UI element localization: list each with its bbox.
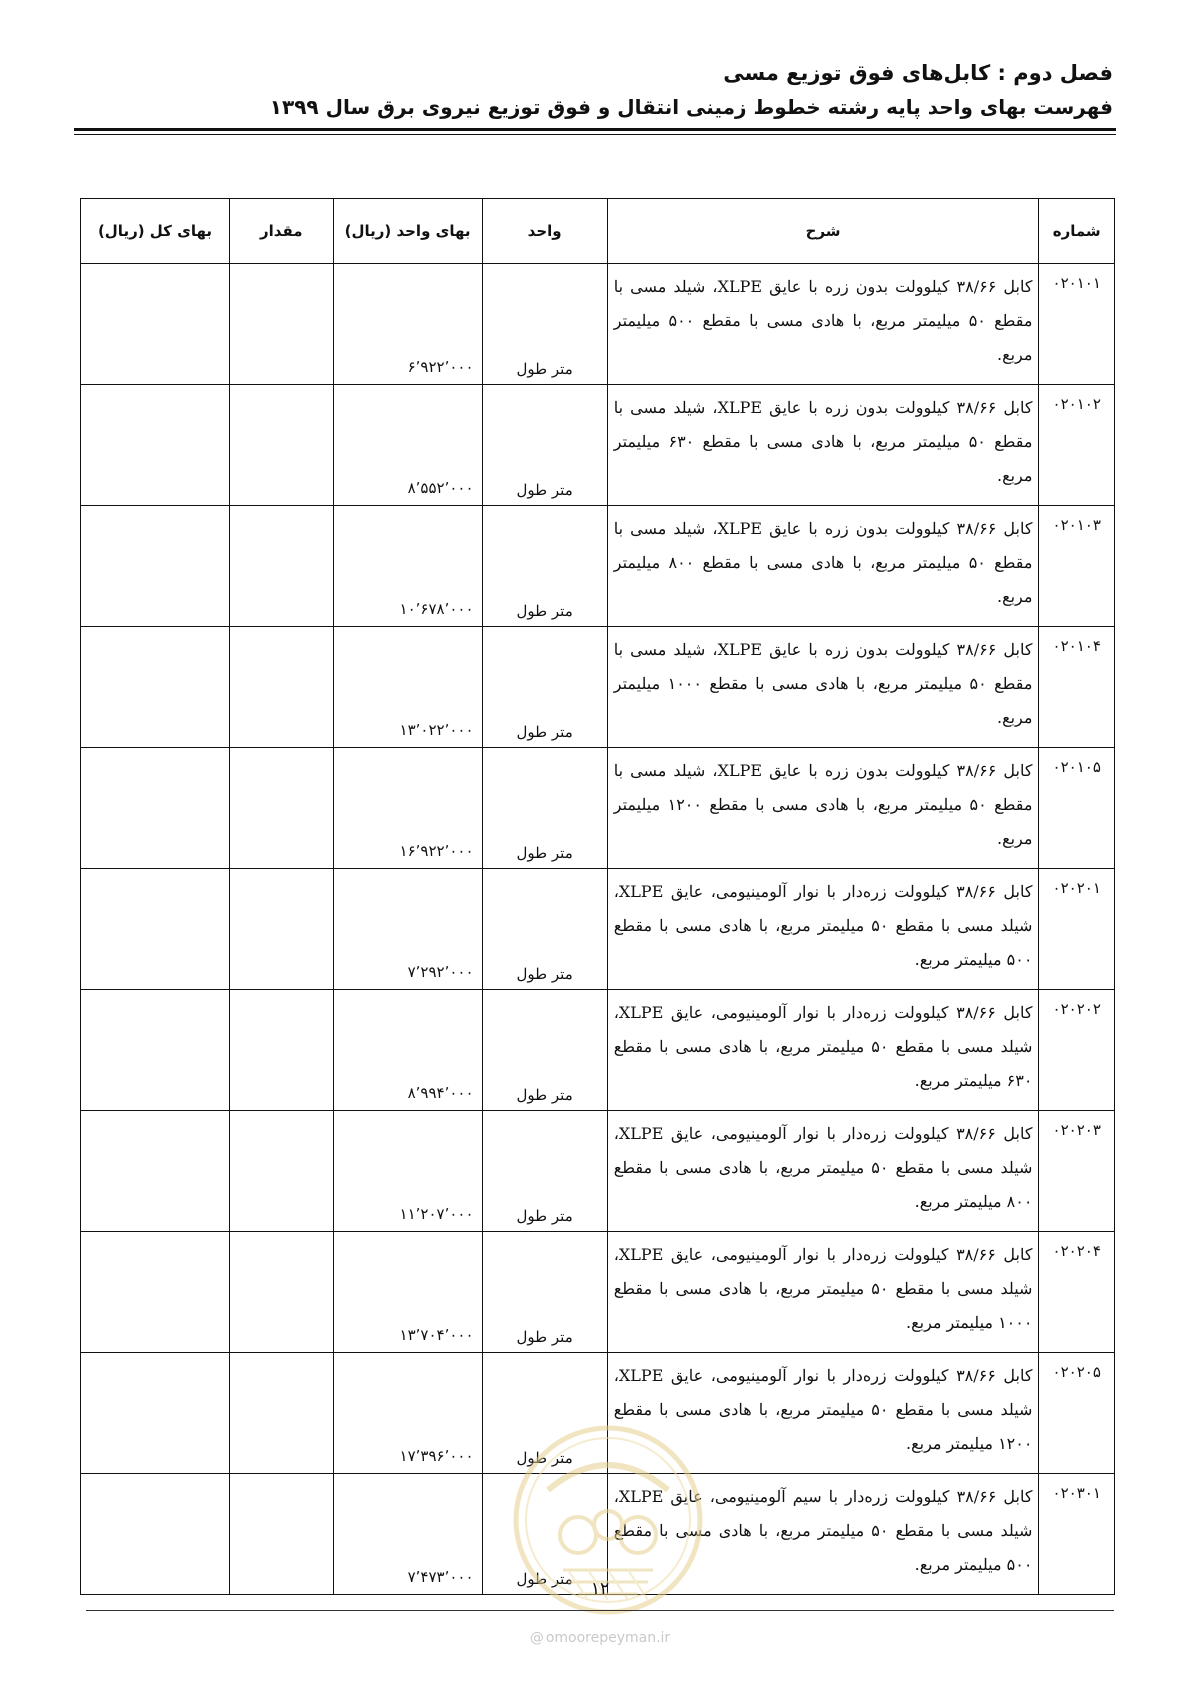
page-header [73, 58, 1113, 122]
table-row [81, 869, 1115, 990]
footer-divider [86, 1610, 1114, 1611]
item-quantity [230, 1232, 334, 1353]
item-unit-price: ۶٬۹۲۲٬۰۰۰ [333, 264, 482, 385]
item-unit-price: ۷٬۲۹۲٬۰۰۰ [333, 869, 482, 990]
item-total [81, 1111, 230, 1232]
table-row [81, 627, 1115, 748]
item-unit: متر طول [482, 748, 607, 869]
item-number: ۰۲۰۲۰۴ [1039, 1232, 1115, 1353]
item-total [81, 748, 230, 869]
item-description: کابل ۳۸/۶۶ کیلوولت زره‌دار با نوار آلومینیومی، عایق XLPE، شیلد مسی با مقطع ۵۰ میلیمتر مربع، با هادی مسی با مقطع ۵۰۰ میلیمتر مربع. [607, 869, 1039, 990]
chapter-title: فصل دوم : کابل‌های فوق توزیع مسی [723, 61, 1113, 85]
item-number: ۰۲۰۲۰۵ [1039, 1353, 1115, 1474]
table-row [81, 1111, 1115, 1232]
column-header-unit-price: بهای واحد (ریال) [333, 199, 482, 264]
item-unit: متر طول [482, 1111, 607, 1232]
item-unit: متر طول [482, 990, 607, 1111]
item-description: کابل ۳۸/۶۶ کیلوولت زره‌دار با نوار آلومینیومی، عایق XLPE، شیلد مسی با مقطع ۵۰ میلیمتر مربع، با هادی مسی با مقطع ۱۰۰۰ میلیمتر مربع. [607, 1232, 1039, 1353]
item-number: ۰۲۰۲۰۳ [1039, 1111, 1115, 1232]
item-description: کابل ۳۸/۶۶ کیلوولت بدون زره با عایق XLPE، شیلد مسی با مقطع ۵۰ میلیمتر مربع، با هادی مسی با مقطع ۸۰۰ میلیمتر مربع. [607, 506, 1039, 627]
item-unit-price: ۱۰٬۶۷۸٬۰۰۰ [333, 506, 482, 627]
item-number: ۰۲۰۲۰۱ [1039, 869, 1115, 990]
item-total [81, 385, 230, 506]
item-unit: متر طول [482, 1474, 607, 1595]
item-quantity [230, 264, 334, 385]
item-quantity [230, 990, 334, 1111]
item-description: کابل ۳۸/۶۶ کیلوولت بدون زره با عایق XLPE، شیلد مسی با مقطع ۵۰ میلیمتر مربع، با هادی مسی با مقطع ۱۲۰۰ میلیمتر مربع. [607, 748, 1039, 869]
at-sign-icon: @ [529, 1630, 544, 1646]
item-unit-price: ۱۷٬۳۹۶٬۰۰۰ [333, 1353, 482, 1474]
item-quantity [230, 627, 334, 748]
item-unit: متر طول [482, 1353, 607, 1474]
item-description: کابل ۳۸/۶۶ کیلوولت زره‌دار با نوار آلومینیومی، عایق XLPE، شیلد مسی با مقطع ۵۰ میلیمتر مربع، با هادی مسی با مقطع ۱۲۰۰ میلیمتر مربع. [607, 1353, 1039, 1474]
item-unit-price: ۸٬۹۹۴٬۰۰۰ [333, 990, 482, 1111]
table-row [81, 506, 1115, 627]
item-total [81, 1474, 230, 1595]
table-row [81, 264, 1115, 385]
item-description: کابل ۳۸/۶۶ کیلوولت بدون زره با عایق XLPE، شیلد مسی با مقطع ۵۰ میلیمتر مربع، با هادی مسی با مقطع ۵۰۰ میلیمتر مربع. [607, 264, 1039, 385]
header-divider [74, 128, 1116, 131]
item-unit-price: ۱۱٬۲۰۷٬۰۰۰ [333, 1111, 482, 1232]
item-description: کابل ۳۸/۶۶ کیلوولت زره‌دار با سیم آلومینیومی، عایق XLPE، شیلد مسی با مقطع ۵۰ میلیمتر مربع، با هادی مسی با مقطع ۵۰۰ میلیمتر مربع. [607, 1474, 1039, 1595]
item-quantity [230, 748, 334, 869]
item-description: کابل ۳۸/۶۶ کیلوولت زره‌دار با نوار آلومینیومی، عایق XLPE، شیلد مسی با مقطع ۵۰ میلیمتر مربع، با هادی مسی با مقطع ۸۰۰ میلیمتر مربع. [607, 1111, 1039, 1232]
column-header-number: شماره [1039, 199, 1115, 264]
item-number: ۰۲۰۱۰۴ [1039, 627, 1115, 748]
item-total [81, 506, 230, 627]
column-header-description: شرح [607, 199, 1039, 264]
item-unit: متر طول [482, 869, 607, 990]
item-total [81, 1232, 230, 1353]
table-row [81, 385, 1115, 506]
item-description: کابل ۳۸/۶۶ کیلوولت بدون زره با عایق XLPE، شیلد مسی با مقطع ۵۰ میلیمتر مربع، با هادی مسی با مقطع ۶۳۰ میلیمتر مربع. [607, 385, 1039, 506]
item-quantity [230, 506, 334, 627]
item-description: کابل ۳۸/۶۶ کیلوولت بدون زره با عایق XLPE، شیلد مسی با مقطع ۵۰ میلیمتر مربع، با هادی مسی با مقطع ۱۰۰۰ میلیمتر مربع. [607, 627, 1039, 748]
item-unit: متر طول [482, 506, 607, 627]
item-quantity [230, 869, 334, 990]
document-subtitle: فهرست بهای واحد پایه رشته خطوط زمینی انتقال و فوق توزیع نیروی برق سال ۱۳۹۹ [269, 95, 1113, 119]
item-quantity [230, 1111, 334, 1232]
item-total [81, 869, 230, 990]
table-header-row [81, 199, 1115, 264]
page-number: ۱۲ [590, 1579, 610, 1599]
website-link[interactable]: omoorepeyman.ir [545, 1630, 671, 1646]
item-total [81, 264, 230, 385]
table-row [81, 748, 1115, 869]
item-number: ۰۲۰۲۰۲ [1039, 990, 1115, 1111]
item-quantity [230, 385, 334, 506]
item-unit-price: ۷٬۴۷۳٬۰۰۰ [333, 1474, 482, 1595]
item-unit-price: ۱۳٬۰۲۲٬۰۰۰ [333, 627, 482, 748]
item-unit: متر طول [482, 1232, 607, 1353]
footer-website[interactable] [500, 1630, 700, 1646]
table-row [81, 990, 1115, 1111]
item-quantity [230, 1474, 334, 1595]
price-list-table [80, 198, 1115, 1595]
column-header-quantity: مقدار [230, 199, 334, 264]
item-unit: متر طول [482, 385, 607, 506]
item-total [81, 990, 230, 1111]
item-description: کابل ۳۸/۶۶ کیلوولت زره‌دار با نوار آلومینیومی، عایق XLPE، شیلد مسی با مقطع ۵۰ میلیمتر مربع، با هادی مسی با مقطع ۶۳۰ میلیمتر مربع. [607, 990, 1039, 1111]
item-number: ۰۲۰۱۰۱ [1039, 264, 1115, 385]
item-total [81, 627, 230, 748]
header-divider-thin [74, 134, 1116, 135]
column-header-total-price: بهای کل (ریال) [81, 199, 230, 264]
item-number: ۰۲۰۱۰۵ [1039, 748, 1115, 869]
item-number: ۰۲۰۳۰۱ [1039, 1474, 1115, 1595]
item-unit: متر طول [482, 627, 607, 748]
item-unit-price: ۱۳٬۷۰۴٬۰۰۰ [333, 1232, 482, 1353]
item-number: ۰۲۰۱۰۳ [1039, 506, 1115, 627]
column-header-unit: واحد [482, 199, 607, 264]
item-unit: متر طول [482, 264, 607, 385]
item-number: ۰۲۰۱۰۲ [1039, 385, 1115, 506]
table-row [81, 1232, 1115, 1353]
item-quantity [230, 1353, 334, 1474]
item-unit-price: ۸٬۵۵۲٬۰۰۰ [333, 385, 482, 506]
item-total [81, 1353, 230, 1474]
item-unit-price: ۱۶٬۹۲۲٬۰۰۰ [333, 748, 482, 869]
